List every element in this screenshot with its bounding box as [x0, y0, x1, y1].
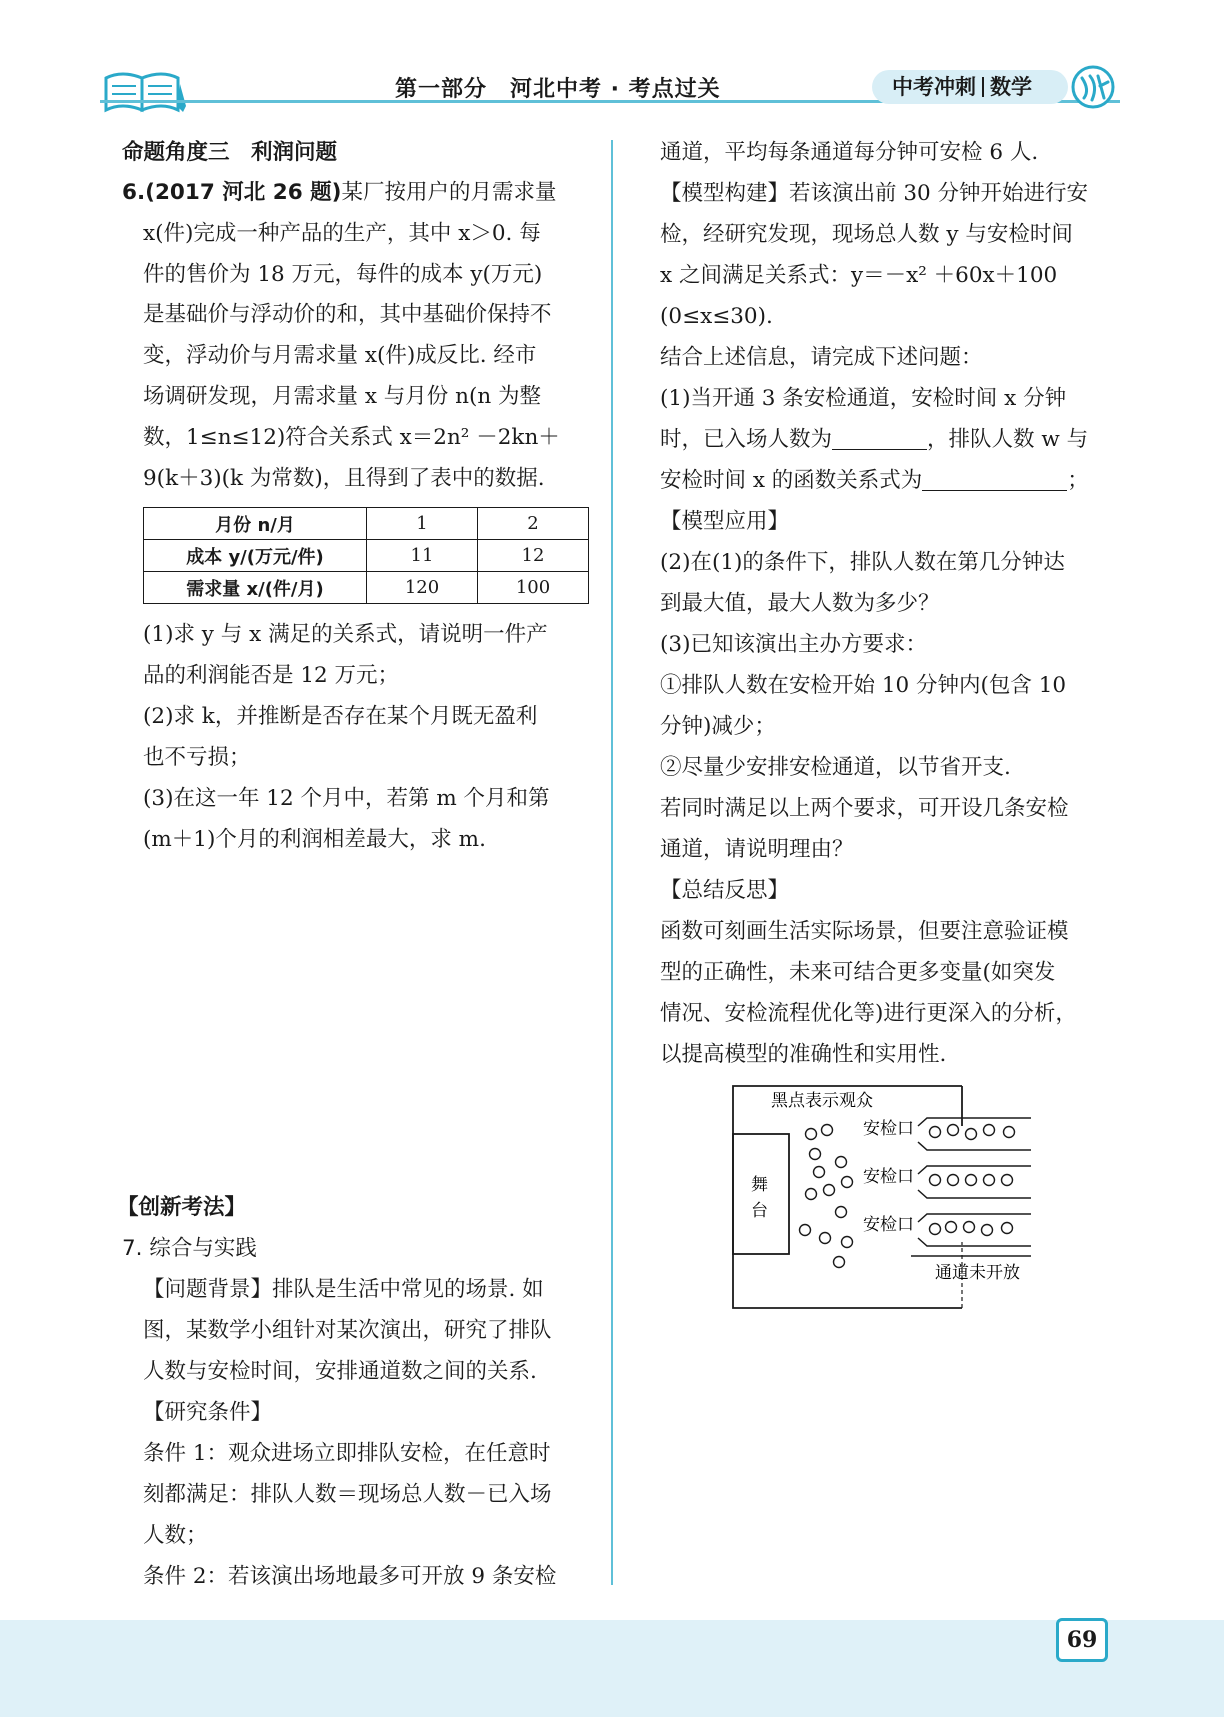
right-line: 情况、安检流程优化等)进行更深入的分析，: [660, 1001, 1077, 1026]
gate-label: 安检口: [863, 1215, 914, 1235]
q6-sub-line: (3)在这一年 12 个月中，若第 m 个月和第: [143, 786, 550, 811]
right-line: ②尽量少安排安检通道，以节省开支.: [660, 755, 1011, 780]
blank-prefix: 安检时间 x 的函数关系式为: [660, 468, 923, 493]
column-divider: [611, 140, 613, 1585]
figure-caption: 黑点表示观众: [771, 1091, 873, 1111]
q7-line: 图，某数学小组针对某次演出，研究了排队: [143, 1318, 552, 1343]
pill-right-label: 数学: [990, 75, 1032, 99]
closed-lane-label: 通道未开放: [935, 1263, 1020, 1283]
q7-line: 刻都满足：排队人数＝现场总人数－已入场: [143, 1482, 552, 1507]
right-line-with-blank: [660, 425, 1088, 455]
q7-line: 【研究条件】: [143, 1400, 273, 1425]
blank-suffix: ；: [1067, 468, 1089, 493]
q6-line: 件的售价为 18 万元，每件的成本 y(万元): [143, 262, 543, 287]
right-line: 以提高模型的准确性和实用性.: [660, 1042, 947, 1067]
blank-prefix: 时，已入场人数为: [660, 427, 833, 452]
q6-sub-line: (1)求 y 与 x 满足的关系式，请说明一件产: [143, 622, 548, 647]
innovation-title: 【创新考法】: [117, 1195, 247, 1220]
table-row: [144, 540, 589, 572]
right-line: 函数可刻画生活实际场景，但要注意验证模: [660, 919, 1069, 944]
q6-line: 某厂按用户的月需求量: [341, 180, 557, 205]
q6-line: 变，浮动价与月需求量 x(件)成反比. 经市: [143, 343, 537, 368]
book-logo-icon: [100, 66, 190, 120]
data-table: [143, 507, 589, 604]
q6-first-line: [122, 178, 557, 208]
table-cell: 月份 n/月: [144, 508, 367, 540]
q6-sub-line: 也不亏损；: [143, 745, 251, 770]
q6-sub-line: 品的利润能否是 12 万元；: [143, 663, 400, 688]
right-line-with-blank: [660, 466, 1089, 496]
q6-number: 6.: [122, 180, 146, 205]
gate-label: 安检口: [863, 1167, 914, 1187]
table-cell: 2: [478, 508, 589, 540]
table-cell: 11: [367, 540, 478, 572]
footer-band: [0, 1620, 1224, 1717]
right-line: 通道，请说明理由？: [660, 837, 854, 862]
q6-sub-line: (m＋1)个月的利润相差最大，求 m.: [143, 827, 486, 852]
q7-title: 7. 综合与实践: [122, 1236, 257, 1261]
q7-line: 【问题背景】排队是生活中常见的场景. 如: [143, 1277, 544, 1302]
subject-pill: [872, 70, 1068, 104]
table-cell: 12: [478, 540, 589, 572]
right-line: (1)当开通 3 条安检通道，安检时间 x 分钟: [660, 386, 1067, 411]
right-line: 若同时满足以上两个要求，可开设几条安检: [660, 796, 1069, 821]
right-line: 结合上述信息，请完成下述问题：: [660, 345, 983, 370]
blank-suffix: ，排队人数 w 与: [927, 427, 1089, 452]
table-cell: 120: [367, 572, 478, 604]
q7-line: 条件 1：观众进场立即排队安检，在任意时: [143, 1441, 551, 1466]
q6-line: 场调研发现，月需求量 x 与月份 n(n 为整: [143, 384, 542, 409]
q6-line: 数，1≤n≤12)符合关系式 x＝2n² －2kn＋: [143, 425, 560, 450]
stage-char-2: 台: [751, 1201, 768, 1221]
hebei-badge-icon: [1070, 64, 1116, 114]
table-cell: 100: [478, 572, 589, 604]
right-line: (2)在(1)的条件下，排队人数在第几分钟达: [660, 550, 1065, 575]
q6-line: x(件)完成一种产品的生产，其中 x＞0. 每: [143, 221, 541, 246]
pill-separator: [982, 77, 984, 97]
q7-line: 人数；: [143, 1523, 208, 1548]
section-title: 命题角度三 利润问题: [122, 140, 338, 165]
stage-char-1: 舞: [751, 1175, 768, 1195]
answer-blank[interactable]: [922, 468, 1067, 491]
right-line: 【总结反思】: [660, 878, 790, 903]
table-cell: 1: [367, 508, 478, 540]
right-line: 分钟)减少；: [660, 714, 776, 739]
pill-left-label: 中考冲刺: [892, 75, 976, 99]
table-row: [144, 508, 589, 540]
right-line: 【模型构建】若该演出前 30 分钟开始进行安: [660, 181, 1089, 206]
table-cell: 成本 y/(万元/件): [144, 540, 367, 572]
gate-label: 安检口: [863, 1119, 914, 1139]
page-number: 69: [1056, 1618, 1108, 1662]
q6-source: (2017 河北 26 题): [145, 180, 342, 205]
right-line: 检，经研究发现，现场总人数 y 与安检时间: [660, 222, 1073, 247]
right-line: x 之间满足关系式：y＝－x² ＋60x＋100: [660, 263, 1058, 288]
right-line: 【模型应用】: [660, 509, 790, 534]
q7-line: 条件 2：若该演出场地最多可开放 9 条安检: [143, 1564, 557, 1589]
q6-line: 9(k＋3)(k 为常数)，且得到了表中的数据.: [143, 466, 545, 491]
table-cell: 需求量 x/(件/月): [144, 572, 367, 604]
right-line: (3)已知该演出主办方要求：: [660, 632, 927, 657]
right-line: ①排队人数在安检开始 10 分钟内(包含 10: [660, 673, 1067, 698]
right-line: 到最大值，最大人数为多少？: [660, 591, 940, 616]
header-title: 第一部分 河北中考 · 考点过关: [395, 77, 721, 102]
right-line: (0≤x≤30).: [660, 304, 773, 329]
table-row: [144, 572, 589, 604]
right-line: 型的正确性，未来可结合更多变量(如突发: [660, 960, 1056, 985]
q6-sub-line: (2)求 k，并推断是否存在某个月既无盈利: [143, 704, 538, 729]
q6-line: 是基础价与浮动价的和，其中基础价保持不: [143, 302, 552, 327]
queue-figure: [731, 1082, 1041, 1316]
right-line: 通道，平均每条通道每分钟可安检 6 人.: [660, 140, 1039, 165]
q7-line: 人数与安检时间，安排通道数之间的关系.: [143, 1359, 537, 1384]
answer-blank[interactable]: [832, 427, 927, 450]
